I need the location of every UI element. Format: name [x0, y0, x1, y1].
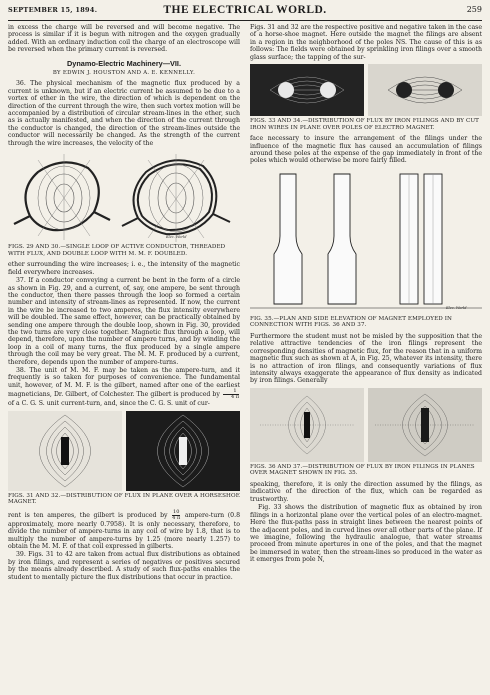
- fraction-numerator: 1: [223, 389, 239, 395]
- fraction-one-over-four-pi: [223, 389, 239, 400]
- header-rule: [8, 20, 482, 21]
- fraction-numerator: 10: [173, 508, 180, 515]
- left-column: [8, 24, 240, 582]
- issue-date: SEPTEMBER 15, 1894.: [8, 6, 98, 14]
- page-number: 259: [466, 5, 482, 14]
- magnet-plan-elevation-drawing: [250, 168, 482, 314]
- paragraph-36: 36. The physical mechanism of the magnetic flux produced by a current is unknown, but if an electric current be assumed to be due to a vortex of ether in the wire, the direction of which is dependent on the direction of the current through the wire, then such vortex motion will be accompanied by a distribution of circular stream-lines in the ether, such as is actually manifested, and when the direction of the current through the conductor is changed, the direction of the stream-lines outside the conductor will necessarily be changed. As the strength of the current through the wire increases, the velocity of the: [8, 80, 240, 147]
- intro-paragraph: in excess the charge will be reversed and will become negative. The process is similar if it is begun with nitrogen and the oxygen gradually added. With an ordinary induction coil the charge of an electroscope will be reversed when the primary current is reversed.: [8, 24, 240, 54]
- double-loop-drawing: [122, 154, 230, 242]
- article-title: Dynamo-Electric Machinery—VII.: [67, 58, 181, 68]
- fraction-denominator: 4 π: [172, 514, 181, 521]
- paragraph-38-part1: 38. The unit of M. M. F. may be taken as the ampere-turn, and it frequently is so taken for purposes of convenience. The fundamental unit, however, of M. M. F. is the gilbert, named after one of the earliest magneticians, Dr. Gilbert, of Colchester. The gilbert is produced by: [8, 366, 240, 399]
- magnet-flux-filings-photographs: [250, 388, 482, 462]
- article-byline: BY EDWIN J. HOUSTON AND A. E. KENNELLY.: [52, 70, 196, 77]
- paragraph-filings-surface: face necessary to insure the arrangement of the filings under the influence of the magnetic flux has caused an accumulation of filings around these poles at the expense of the gap immediately in front of the poles which would otherwise be more fairly filled.: [250, 135, 482, 165]
- figure-31-32: [8, 411, 240, 491]
- page-header: [8, 4, 482, 20]
- figure-36-37-caption: FIGS. 36 AND 37.—DISTRIBUTION OF FLUX BY IRON FILINGS IN PLANES OVER MAGNET SHOWN IN FIG. 35.: [250, 463, 475, 477]
- paragraph-38-continued: [8, 510, 240, 551]
- figure-31-32-caption: FIGS. 31 AND 32.—DISTRIBUTION OF FLUX IN PLANE OVER A HORSESHOE MAGNET.: [8, 492, 240, 506]
- figure-33-34: [250, 64, 482, 116]
- paragraph-38-continued-part1: rent is ten amperes, the gilbert is produced by: [8, 511, 168, 519]
- figure-35: [250, 168, 482, 314]
- paragraph-furthermore: Furthermore the student must not be misled by the supposition that the relative attractive tendencies of the iron filings represent the corresponding densities of magnetic flux, for the reason that in a uniform magnetic flux such as shown at A, in Fig. 25, whatever its intensity, there is no attraction of iron filings, and consequently variations of flux intensity always exaggerate the appearance of flux density as indicated by iron filings. Generally: [250, 333, 482, 385]
- paragraph-horseshoe: Figs. 31 and 32 are the respective positive and negative taken in the case of a horse-shoe magnet. Here outside the magnet the filings are absent in a region in the neighborhood of the poles NS. The cause of this is as follows: The fields were obtained by sprinkling iron filings over a smooth glass surface; the tapping of the sur-: [250, 24, 482, 61]
- paragraph-39: 39. Figs. 31 to 42 are taken from actual flux distributions as obtained by iron filings, and represent a series of negatives or positives secured by the means already described. A study of such flux-paths enables the student to mentally picture the flux distributions that occur in practice.: [8, 551, 240, 581]
- paragraph-speaking: speaking, therefore, it is only the direction assumed by the filings, as indicative of the direction of the flux, which can be regarded as trustworthy.: [250, 481, 482, 503]
- single-loop-drawing: [14, 154, 110, 240]
- paragraph-36-continued: ether surrounding the wire increases; i. e., the intensity of the magnetic field everywhere increases.: [8, 261, 240, 276]
- loop-conductor-illustration: [8, 150, 240, 242]
- journal-title: THE ELECTRICAL WORLD.: [163, 4, 327, 16]
- paragraph-38: [8, 367, 240, 408]
- paragraph-38-part2: of a C. G. S. unit current-turn, and, since the C. G. S. unit of cur-: [8, 400, 210, 408]
- paragraph-fig33: Fig. 33 shows the distribution of magnetic flux as obtained by iron filings in a horizontal plane over the vertical poles of an electro-magnet. Here the flux-paths pass in straight lines between the nearest points of the adjacent poles, and in curved lines over all other parts of the plane. If we imagine, following the hydraulic analogue, that water streams proceed from minute apertures in one of the poles, and that the magnet be immersed in water, then the stream-lines so produced in the water as it emerges from pole N,: [250, 504, 482, 564]
- fraction-ten-over-four-pi: [172, 510, 180, 521]
- fraction-denominator: 4 π: [230, 394, 239, 401]
- figure-29-30: [8, 150, 240, 242]
- paragraph-37: 37. If a conductor conveying a current be bent in the form of a circle as shown in Fig. 29, and a current, of, say, one ampere, be sent through the conductor, then there passes through the loop so formed a certain number and intensity of stream-lines as represented. If now, the current in the wire be increased to two amperes, the flux intensity everywhere will be doubled. The same effect, however, can be practically obtained by sending one ampere through the double loop, shown in Fig. 30, provided the two turns are very close together. Magnetic flux through a loop, will depend, therefore, upon the number of ampere turns, and by winding the loop in a coil of many turns, the flux produced by a single ampere through the coil may be very great. The M. M. F. produced by a current, therefore, depends upon the number of ampere-turns.: [8, 277, 240, 366]
- horseshoe-flux-photographs: [8, 411, 240, 491]
- figure-29-watermark: Elec. World: [166, 235, 187, 240]
- figure-29-30-caption: FIGS. 29 AND 30.—SINGLE LOOP OF ACTIVE CONDUCTOR, THREADED WITH FLUX, AND DOUBLE LOOP WITH M. M. F. DOUBLED.: [8, 244, 226, 257]
- paragraph-38-continued-part2: ampere-turn (0.8 approximately, more nearly 0.7958). It is only necessary, therefore, to divide the number of ampere-turns in any coil of wire by 1.8, that is to multiply the number of ampere-turns by 1.25 (more nearly 1.257) to obtain the M. M. F. of that coil expressed in gilberts.: [8, 511, 241, 550]
- figure-35-caption: FIG. 35.—PLAN AND SIDE ELEVATION OF MAGNET EMPLOYED IN CONNECTION WITH FIGS. 36 AND 37.: [250, 315, 453, 329]
- figure-36-37: [250, 388, 482, 462]
- figure-35-watermark: Elec. World: [446, 305, 467, 310]
- right-column: [250, 24, 482, 565]
- electromagnet-flux-photographs: [250, 64, 482, 116]
- figure-33-34-caption: FIGS. 33 AND 34.—DISTRIBUTION OF FLUX BY IRON FILINGS AND BY CUT IRON WIRES IN PLANE OVER POLES OF ELECTRO MAGNET.: [250, 118, 479, 131]
